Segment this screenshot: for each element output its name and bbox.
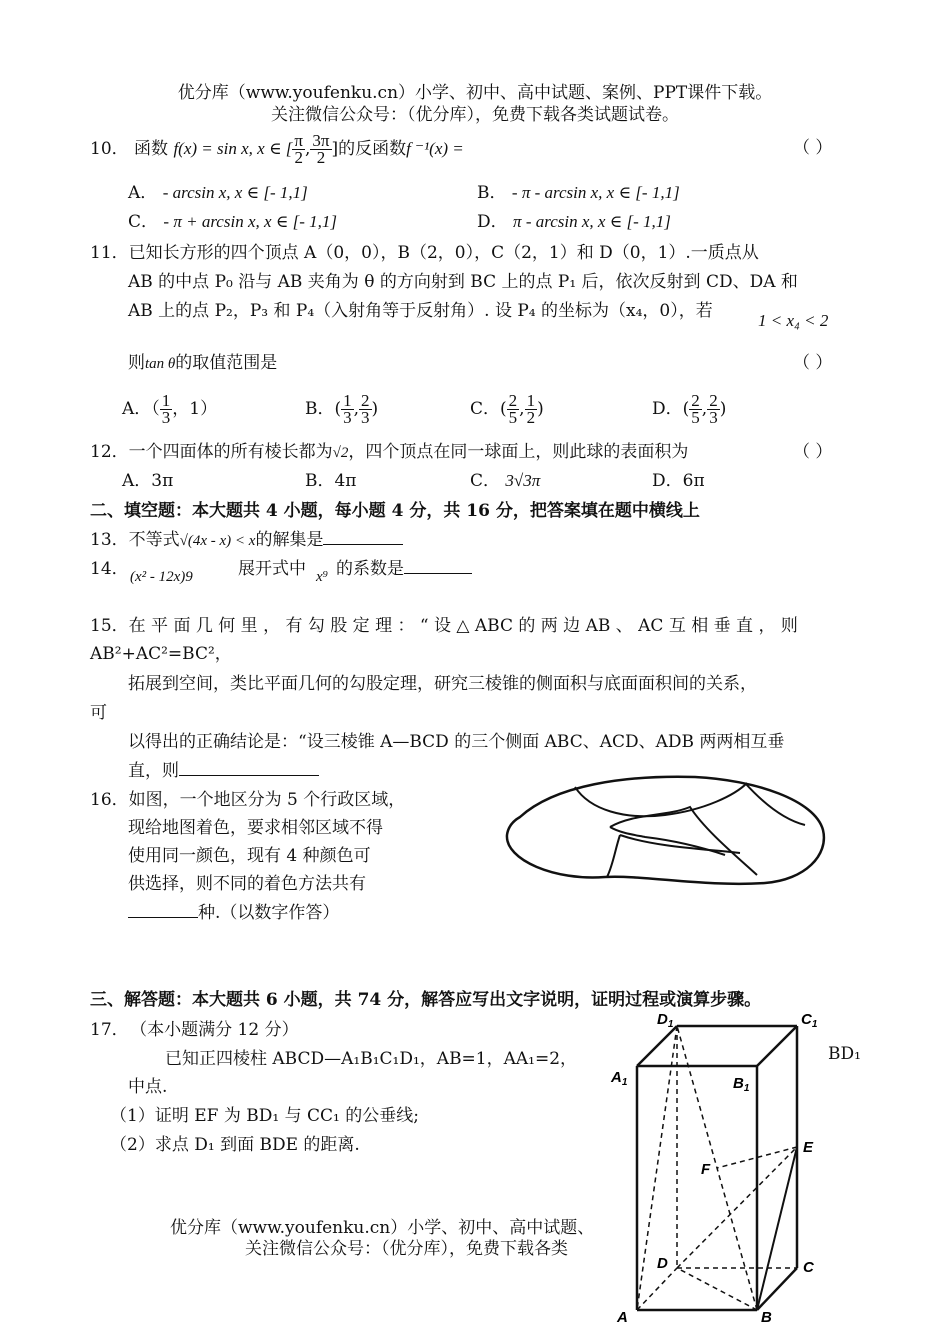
q10-option-b: B． - π - arcsin x, x ∈ [- 1,1] <box>477 183 680 203</box>
footer-line-2: 关注微信公众号：（优分库），免费下载各类 <box>245 1239 568 1259</box>
q10-frac-3pi-2: $\frac{3\pi}{2}$ <box>312 131 330 167</box>
q14-term: x⁹ <box>316 569 328 585</box>
q11-line-4: 则tan θ的取值范围是 <box>128 353 278 373</box>
q13-answer-blank[interactable] <box>323 528 403 545</box>
edge-a-d <box>637 1268 677 1310</box>
q17-header: 17． （本小题满分 12 分） <box>90 1020 299 1040</box>
q15-line-1: 15．在 平 面 几 何 里 ， 有 勾 股 定 理 ： “ 设 △ ABC 的 两 边 AB 、 AC 互 相 垂 直 ， 则 <box>90 616 798 636</box>
label-C: C <box>803 1259 814 1276</box>
q11-answer-paren: （ ） <box>793 353 833 373</box>
q10-option-c: C． - π + arcsin x, x ∈ [- 1,1] <box>128 212 338 232</box>
q15-line-3: 拓展到空间，类比平面几何的勾股定理，研究三棱锥的侧面积与底面面积间的关系， <box>128 674 757 694</box>
q16-line-5: 种.（以数字作答） <box>128 898 339 923</box>
q12-answer-paren: （ ） <box>793 442 833 462</box>
header-line-2: 关注微信公众号：（优分库），免费下载各类试题试卷。 <box>271 105 679 125</box>
q11-option-d: D．( $\frac{2}{5}$ , $\frac{2}{3}$ ) <box>652 391 727 427</box>
q10-number: 10． <box>90 139 129 159</box>
section-2-heading: 二、填空题：本大题共 4 小题，每小题 4 分，共 16 分，把答案填在题中横线上 <box>90 501 700 521</box>
q15-line-6: 直，则 <box>128 756 319 781</box>
q16-line-2: 现给地图着色，要求相邻区域不得 <box>128 818 383 838</box>
segment-b-e <box>757 1147 797 1310</box>
edge-b1-c1 <box>757 1026 797 1066</box>
q12-option-d: D．6π <box>652 471 705 491</box>
label-D1: $D_1$ <box>657 1011 674 1030</box>
header-line-1: 优分库（www.youfenku.cn）小学、初中、高中试题、案例、PPT课件下载。 <box>177 83 773 103</box>
q14-stem-b: 的系数是 <box>336 554 472 579</box>
q10-function: f(x) = sin x, x ∈ [ <box>173 139 293 158</box>
edge-a1-d1 <box>637 1026 677 1066</box>
q16-answer-blank[interactable] <box>128 901 198 918</box>
label-E: E <box>803 1139 814 1156</box>
q14-expression: (x² - 12x)9 <box>130 569 193 585</box>
q14-answer-blank[interactable] <box>404 557 472 574</box>
q13-stem: 13．不等式√(4x - x) < x的解集是 <box>90 525 403 550</box>
q17-part-1: （1）证明 EF 为 BD₁ 与 CC₁ 的公垂线; <box>110 1106 419 1126</box>
q16-line-1: 16．如图，一个地区分为 5 个行政区域， <box>90 790 406 810</box>
label-B1: $B_1$ <box>733 1075 750 1094</box>
label-D: D <box>657 1255 668 1272</box>
q11-line-1: 11．已知长方形的四个顶点 A（0，0），B（2，0），C（2，1）和 D（0，1）.一质点从 <box>90 243 759 263</box>
q17-line-1: 已知正四棱柱 ABCD—A₁B₁C₁D₁，AB=1，AA₁=2， <box>165 1049 578 1069</box>
q11-line-3: AB 上的点 P₂，P₃ 和 P₄（入射角等于反射角）. 设 P₄ 的坐标为（x₄，0），若 <box>128 301 713 321</box>
label-C1: $C_1$ <box>801 1011 818 1030</box>
q12-option-c: C． 3√3π <box>470 471 541 491</box>
q12-option-b: B．4π <box>305 471 357 491</box>
map-outer-boundary <box>507 777 824 884</box>
q11-line-2: AB 的中点 P₀ 沿与 AB 夹角为 θ 的方向射到 BC 上的点 P₁ 后，依次反射到 CD、DA 和 <box>128 272 798 292</box>
footer-line-1: 优分库（www.youfenku.cn）小学、初中、高中试题、 <box>170 1218 595 1238</box>
label-F: F <box>701 1161 711 1178</box>
q11-condition: 1 < x₄ < 2 <box>758 311 829 330</box>
map-inner-line-top <box>575 783 747 816</box>
q12-stem: 12．一个四面体的所有棱长都为√2，四个顶点在同一球面上，则此球的表面积为 <box>90 442 689 462</box>
q10-stem-b: ]的反函数 <box>331 139 407 159</box>
q10-option-d: D． π - arcsin x, x ∈ [- 1,1] <box>477 212 671 232</box>
section-3-heading: 三、解答题：本大题共 6 小题，共 74 分，解答应写出文字说明，证明过程或演算步骤。 <box>90 990 762 1010</box>
q15-line-2: AB²+AC²=BC²， <box>90 644 232 664</box>
q15-answer-blank[interactable] <box>179 759 319 776</box>
q10-frac-pi-2: $\frac{\pi}{2}$ <box>294 131 303 167</box>
label-B: B <box>761 1309 772 1326</box>
map-inner-line-bottom <box>607 835 620 877</box>
prism-figure <box>605 1010 845 1330</box>
q17-line-2: 中点. <box>128 1077 168 1097</box>
q15-line-4: 可 <box>90 703 107 723</box>
segment-b-d <box>677 1268 757 1310</box>
q10-inverse: f ⁻¹(x) = <box>406 139 464 158</box>
q14-number: 14． <box>90 559 129 579</box>
region-map-figure <box>495 765 830 895</box>
q11-option-a: A．（ $\frac{1}{3}$ ，1） <box>122 391 218 427</box>
q16-line-3: 使用同一颜色，现有 4 种颜色可 <box>128 846 371 866</box>
q17-line-1-tail: BD₁ <box>828 1044 861 1064</box>
q14-stem-a: 展开式中 <box>238 559 306 579</box>
q16-line-4: 供选择，则不同的着色方法共有 <box>128 874 366 894</box>
label-A: A <box>617 1309 628 1326</box>
q10-option-a: A． - arcsin x, x ∈ [- 1,1] <box>128 183 308 203</box>
q10-answer-paren: （ ） <box>793 138 833 158</box>
label-A1: $A_1$ <box>611 1069 628 1088</box>
q10-stem: 10． 函数 f(x) = sin x, x ∈ [ $\frac{\pi}{2}$ , $\frac{3\pi}{2}$ ]的反函数f ⁻¹(x) = <box>90 131 464 167</box>
q15-line-5: 以得出的正确结论是：“设三棱锥 A—BCD 的三个侧面 ABC、ACD、ADB 两两相互垂 <box>128 732 785 752</box>
q12-option-a: A．3π <box>122 471 174 491</box>
map-inner-line-middle <box>610 807 757 875</box>
q11-option-c: C．( $\frac{2}{5}$ , $\frac{1}{2}$ ) <box>470 391 544 427</box>
q10-stem-a: 函数 <box>134 139 169 159</box>
q11-option-b: B．( $\frac{1}{3}$ , $\frac{2}{3}$ ) <box>305 391 379 427</box>
segment-d-e <box>677 1147 797 1268</box>
map-inner-line-top-right <box>745 783 805 825</box>
q17-part-2: （2）求点 D₁ 到面 BDE 的距离. <box>110 1135 360 1155</box>
